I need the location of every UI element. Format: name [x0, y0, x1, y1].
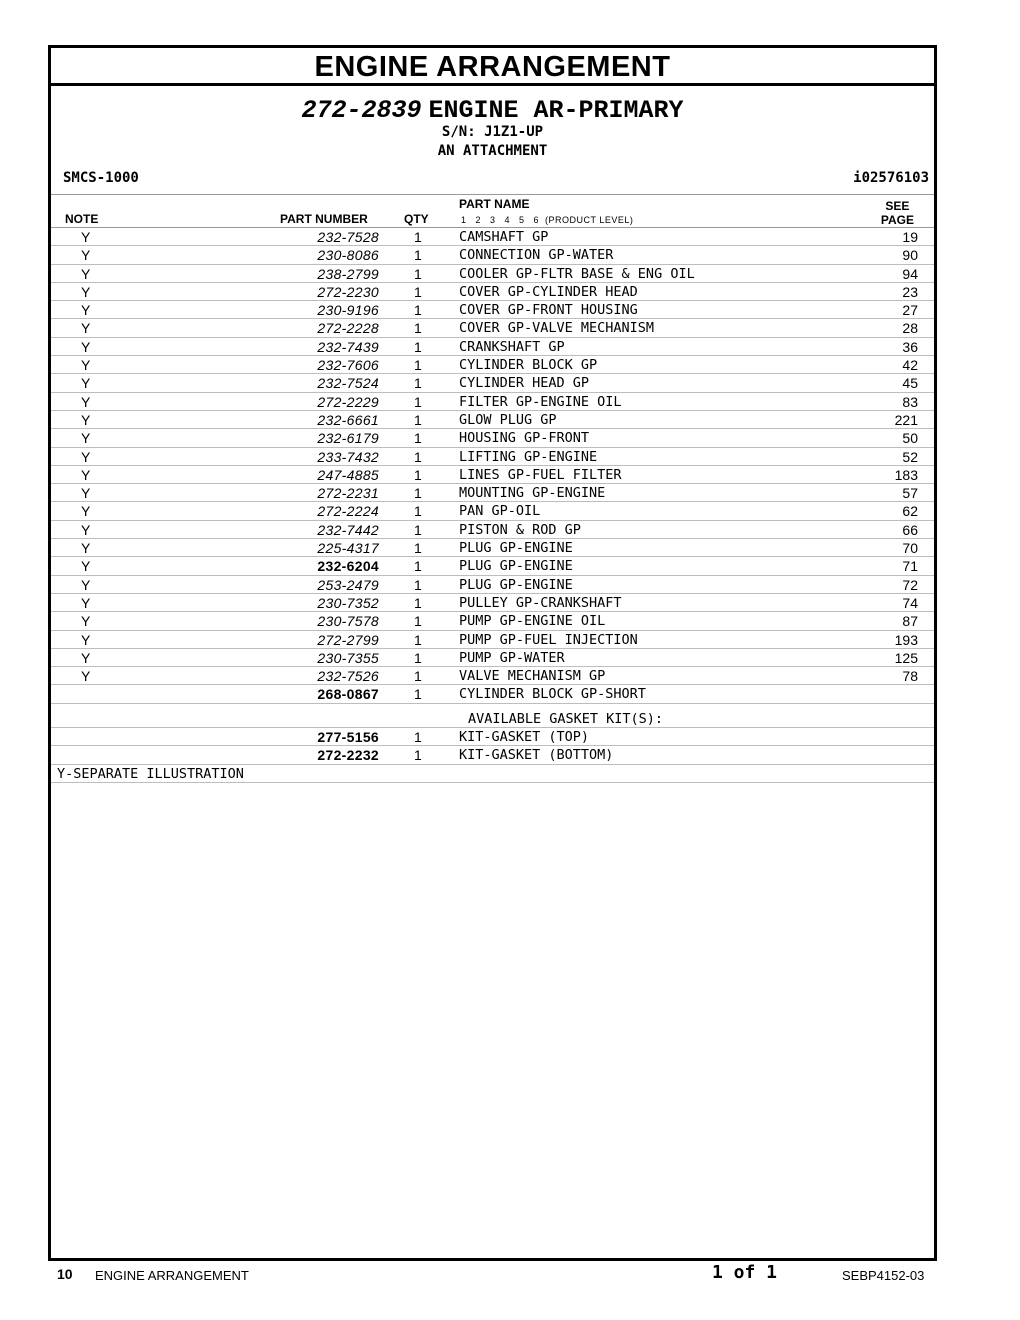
- table-row: [51, 228, 934, 246]
- cell-note: Y: [81, 594, 91, 611]
- cell-note: Y: [81, 393, 91, 410]
- cell-see-page: 45: [902, 375, 918, 392]
- table-row: [51, 631, 934, 649]
- cell-part-name: PLUG GP-ENGINE: [459, 540, 573, 557]
- cell-qty: 1: [414, 229, 422, 245]
- cell-part-number: 232-6179: [317, 430, 379, 447]
- table-row: [51, 466, 934, 484]
- gasket-kit-heading-row: [51, 710, 934, 728]
- cell-see-page: 62: [902, 503, 918, 520]
- cell-see-page: 94: [902, 265, 918, 282]
- cell-part-name: PISTON & ROD GP: [459, 521, 581, 538]
- col-see-page: SEE PAGE: [880, 199, 914, 227]
- cell-part-name: HOUSING GP-FRONT: [459, 430, 590, 447]
- cell-see-page: 57: [902, 485, 918, 502]
- cell-part-name: CYLINDER BLOCK GP: [459, 357, 598, 374]
- footnote-row: [51, 765, 934, 783]
- col-part-name: PART NAME: [459, 197, 530, 211]
- cell-part-number: 272-2228: [317, 320, 379, 337]
- cell-see-page: 221: [894, 411, 918, 428]
- cell-see-page: 23: [902, 283, 918, 300]
- table-row: [51, 484, 934, 502]
- cell-note: Y: [81, 576, 91, 593]
- cell-part-name: PLUG GP-ENGINE: [459, 576, 573, 593]
- table-row: [51, 429, 934, 447]
- cell-part-name: KIT-GASKET (TOP): [459, 729, 590, 746]
- cell-see-page: 74: [902, 594, 918, 611]
- cell-part-number: 272-2224: [317, 503, 379, 520]
- header-block: [51, 86, 934, 194]
- table-row: [51, 612, 934, 630]
- cell-part-name: KIT-GASKET (BOTTOM): [459, 747, 614, 764]
- cell-qty: 1: [414, 558, 422, 575]
- table-row: [51, 265, 934, 283]
- cell-part-number: 272-2799: [317, 631, 379, 648]
- table-row: [51, 338, 934, 356]
- table-row: [51, 502, 934, 520]
- cell-note: Y: [81, 229, 91, 245]
- table-row: [51, 521, 934, 539]
- cell-note: Y: [81, 320, 91, 337]
- cell-part-number: 230-8086: [317, 247, 379, 264]
- table-row: [51, 746, 934, 764]
- cell-part-name: CRANKSHAFT GP: [459, 338, 565, 355]
- attachment-label: AN ATTACHMENT: [437, 143, 548, 159]
- cell-note: Y: [81, 247, 91, 264]
- cell-see-page: 28: [902, 320, 918, 337]
- cell-note: Y: [81, 430, 91, 447]
- page-frame: [48, 45, 937, 1261]
- cell-part-name: GLOW PLUG GP: [459, 411, 557, 428]
- cell-part-number: 272-2230: [317, 283, 379, 300]
- cell-part-number: 268-0867: [317, 686, 379, 703]
- table-header: [51, 194, 934, 228]
- cell-part-name: COVER GP-VALVE MECHANISM: [459, 320, 655, 337]
- cell-part-name: COVER GP-CYLINDER HEAD: [459, 283, 638, 300]
- cell-note: Y: [81, 302, 91, 319]
- cell-qty: 1: [414, 338, 422, 355]
- cell-see-page: 52: [902, 448, 918, 465]
- col-part-number: PART NUMBER: [280, 212, 368, 226]
- table-row: [51, 356, 934, 374]
- cell-note: Y: [81, 448, 91, 465]
- serial-number: S/N: J1Z1-UP: [441, 124, 544, 140]
- cell-see-page: 125: [894, 649, 918, 666]
- cell-note: Y: [81, 668, 91, 685]
- cell-note: Y: [81, 521, 91, 538]
- cell-part-number: 232-6661: [317, 411, 379, 428]
- cell-qty: 1: [414, 393, 422, 410]
- cell-qty: 1: [414, 357, 422, 374]
- cell-part-name: LINES GP-FUEL FILTER: [459, 466, 622, 483]
- cell-see-page: 183: [894, 466, 918, 483]
- cell-qty: 1: [414, 320, 422, 337]
- cell-part-number: 230-9196: [317, 302, 379, 319]
- cell-see-page: 66: [902, 521, 918, 538]
- col-product-levels: 1 2 3 4 5 6 (PRODUCT LEVEL): [461, 215, 634, 225]
- cell-qty: 1: [414, 302, 422, 319]
- cell-see-page: 83: [902, 393, 918, 410]
- smcs-code: SMCS-1000: [63, 170, 139, 186]
- cell-part-number: 232-7442: [317, 521, 379, 538]
- table-row: [51, 319, 934, 337]
- cell-qty: 1: [414, 411, 422, 428]
- cell-part-name: FILTER GP-ENGINE OIL: [459, 393, 622, 410]
- cell-qty: 1: [414, 265, 422, 282]
- cell-part-number: 232-7528: [317, 229, 379, 245]
- cell-note: Y: [81, 485, 91, 502]
- cell-part-name: CAMSHAFT GP: [459, 229, 549, 245]
- cell-note: Y: [81, 338, 91, 355]
- cell-part-name: MOUNTING GP-ENGINE: [459, 485, 606, 502]
- cell-see-page: 50: [902, 430, 918, 447]
- table-row: [51, 685, 934, 703]
- cell-see-page: 19: [902, 229, 918, 245]
- gasket-kit-table: [51, 728, 934, 765]
- cell-part-name: PAN GP-OIL: [459, 503, 541, 520]
- cell-see-page: 42: [902, 357, 918, 374]
- col-qty: QTY: [404, 212, 429, 226]
- footer-page-number: 10: [57, 1266, 73, 1282]
- cell-part-number: 230-7578: [317, 613, 379, 630]
- table-row: [51, 246, 934, 264]
- cell-qty: 1: [414, 448, 422, 465]
- cell-see-page: 72: [902, 576, 918, 593]
- footer-doc-id: SEBP4152-03: [842, 1268, 925, 1283]
- cell-qty: 1: [414, 430, 422, 447]
- cell-part-name: COVER GP-FRONT HOUSING: [459, 302, 638, 319]
- cell-part-number: 233-7432: [317, 448, 379, 465]
- cell-note: Y: [81, 540, 91, 557]
- table-row: [51, 411, 934, 429]
- cell-part-number: 253-2479: [317, 576, 379, 593]
- cell-note: Y: [81, 503, 91, 520]
- title-part-name: ENGINE AR-PRIMARY: [428, 96, 684, 125]
- cell-part-number: 232-7606: [317, 357, 379, 374]
- cell-part-name: COOLER GP-FLTR BASE & ENG OIL: [459, 265, 695, 282]
- cell-part-number: 232-6204: [317, 558, 379, 575]
- cell-part-name: CYLINDER HEAD GP: [459, 375, 590, 392]
- cell-part-number: 232-7524: [317, 375, 379, 392]
- table-row: [51, 448, 934, 466]
- cell-qty: 1: [414, 466, 422, 483]
- cell-note: Y: [81, 613, 91, 630]
- parts-table: [51, 228, 934, 704]
- gasket-kit-heading: AVAILABLE GASKET KIT(S):: [468, 710, 664, 727]
- cell-note: Y: [81, 631, 91, 648]
- cell-part-number: 272-2231: [317, 485, 379, 502]
- cell-qty: 1: [414, 283, 422, 300]
- cell-part-number: 272-2229: [317, 393, 379, 410]
- cell-part-name: CYLINDER BLOCK GP-SHORT: [459, 686, 646, 703]
- cell-qty: 1: [414, 729, 422, 746]
- cell-part-name: PULLEY GP-CRANKSHAFT: [459, 594, 622, 611]
- cell-qty: 1: [414, 485, 422, 502]
- cell-see-page: 87: [902, 613, 918, 630]
- cell-note: Y: [81, 283, 91, 300]
- table-row: [51, 667, 934, 685]
- cell-part-number: 230-7355: [317, 649, 379, 666]
- cell-part-number: 272-2232: [317, 747, 379, 764]
- cell-part-name: PUMP GP-ENGINE OIL: [459, 613, 606, 630]
- cell-qty: 1: [414, 686, 422, 703]
- cell-note: Y: [81, 466, 91, 483]
- table-row: [51, 649, 934, 667]
- cell-part-number: 247-4885: [317, 466, 379, 483]
- cell-qty: 1: [414, 503, 422, 520]
- cell-qty: 1: [414, 375, 422, 392]
- cell-note: Y: [81, 357, 91, 374]
- footer-page-of: 1 of 1: [712, 1262, 778, 1283]
- cell-qty: 1: [414, 668, 422, 685]
- cell-part-number: 232-7526: [317, 668, 379, 685]
- cell-qty: 1: [414, 747, 422, 764]
- cell-note: Y: [81, 558, 91, 575]
- cell-qty: 1: [414, 594, 422, 611]
- cell-qty: 1: [414, 613, 422, 630]
- page-title: [51, 94, 934, 126]
- cell-qty: 1: [414, 631, 422, 648]
- cell-part-number: 225-4317: [317, 540, 379, 557]
- cell-part-number: 232-7439: [317, 338, 379, 355]
- cell-note: Y: [81, 411, 91, 428]
- cell-part-name: PUMP GP-FUEL INJECTION: [459, 631, 638, 648]
- cell-see-page: 71: [902, 558, 918, 575]
- footnote: Y-SEPARATE ILLUSTRATION: [57, 765, 244, 782]
- table-row: [51, 539, 934, 557]
- cell-see-page: 193: [894, 631, 918, 648]
- table-row: [51, 557, 934, 575]
- cell-see-page: 78: [902, 668, 918, 685]
- footer-section: ENGINE ARRANGEMENT: [95, 1268, 249, 1283]
- cell-part-number: 277-5156: [317, 729, 379, 746]
- col-note: NOTE: [65, 212, 99, 226]
- title-part-number: 272-2839: [301, 96, 422, 125]
- cell-note: Y: [81, 649, 91, 666]
- cell-part-name: LIFTING GP-ENGINE: [459, 448, 598, 465]
- cell-see-page: 90: [902, 247, 918, 264]
- table-row: [51, 283, 934, 301]
- cell-qty: 1: [414, 649, 422, 666]
- cell-qty: 1: [414, 576, 422, 593]
- illustration-id: i02576103: [853, 170, 929, 186]
- cell-note: Y: [81, 375, 91, 392]
- cell-part-number: 238-2799: [317, 265, 379, 282]
- cell-qty: 1: [414, 540, 422, 557]
- table-row: [51, 301, 934, 319]
- cell-part-name: PUMP GP-WATER: [459, 649, 565, 666]
- cell-see-page: 36: [902, 338, 918, 355]
- cell-see-page: 27: [902, 302, 918, 319]
- section-title: ENGINE ARRANGEMENT: [51, 48, 934, 86]
- cell-part-name: PLUG GP-ENGINE: [459, 558, 573, 575]
- cell-qty: 1: [414, 247, 422, 264]
- cell-part-name: CONNECTION GP-WATER: [459, 247, 614, 264]
- cell-qty: 1: [414, 521, 422, 538]
- table-row: [51, 728, 934, 746]
- cell-part-number: 230-7352: [317, 594, 379, 611]
- table-row: [51, 374, 934, 392]
- table-row: [51, 576, 934, 594]
- page-footer: [0, 1262, 1020, 1286]
- cell-part-name: VALVE MECHANISM GP: [459, 668, 606, 685]
- table-row: [51, 393, 934, 411]
- cell-note: Y: [81, 265, 91, 282]
- cell-see-page: 70: [902, 540, 918, 557]
- table-row: [51, 594, 934, 612]
